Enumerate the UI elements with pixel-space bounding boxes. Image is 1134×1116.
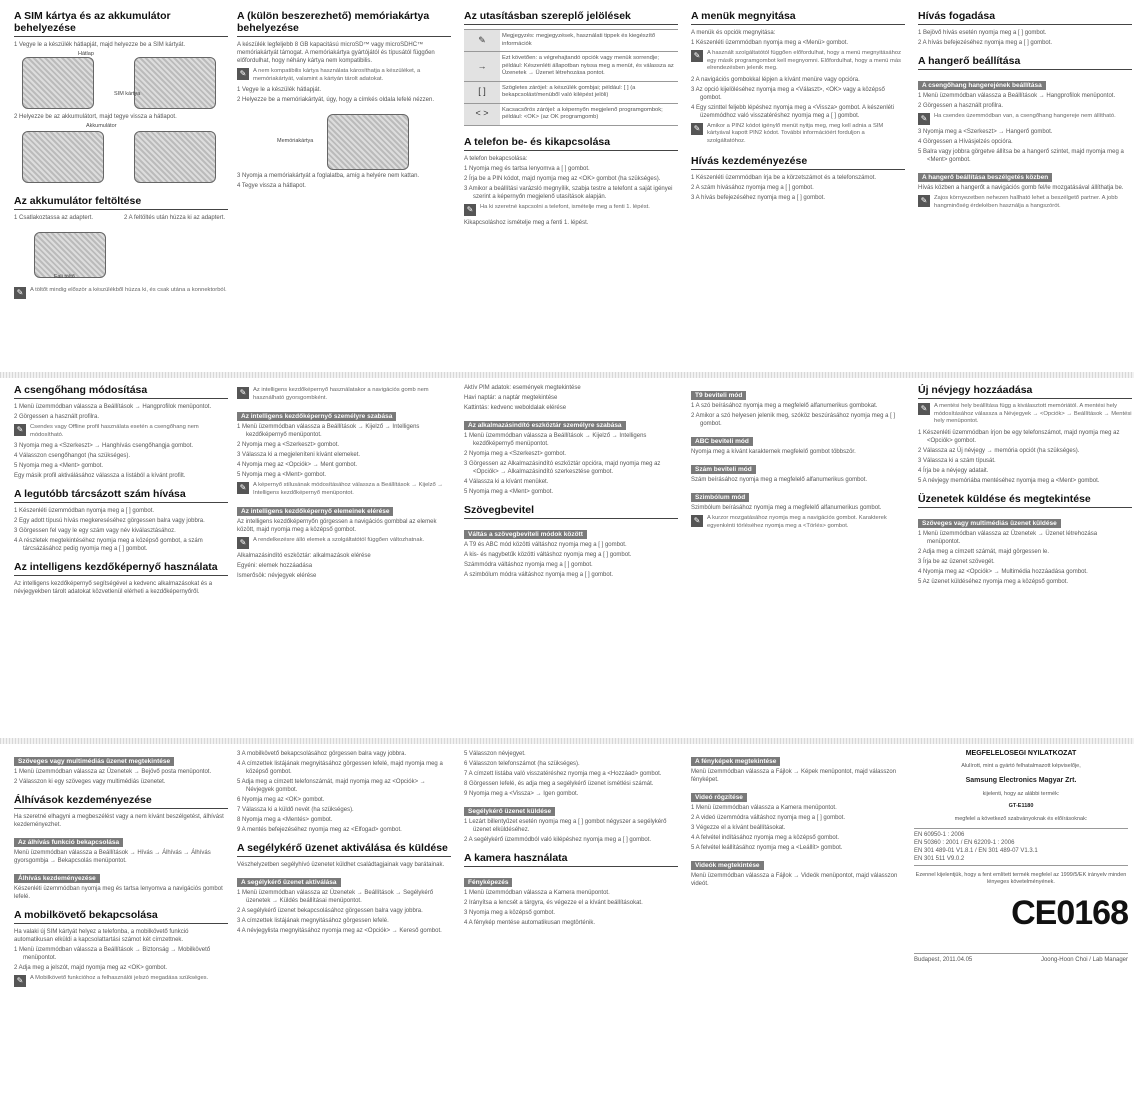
subheading: Az intelligens kezdőképernyő elemeinek elérése (237, 507, 393, 516)
charger-illustration (14, 224, 228, 284)
note-icon: ✎ (918, 195, 930, 207)
symbols-table (464, 29, 678, 126)
step: 5 Az üzenet küldéséhez nyomja meg a középső gombot. (918, 578, 1069, 585)
subheading: A hangerő beállítása beszélgetés közben (918, 173, 1052, 182)
note: ✎ A használt szolgáltatótól függően előfordulhat, hogy a menü megnyitásához egy másik programgombot kell megnyomni. Előfordulhat, hogy a menü más elrendezésben jelenik meg. (691, 50, 905, 73)
label-akku: Akkumulátor (86, 123, 117, 129)
paragraph: Szimbólum beírásához nyomja meg a megfelelő alfanumerikus gombot. (691, 505, 882, 511)
note: ✎ A mentési hely beállítása függ a kiválasztott memóriától. A mentési hely módosításához válassza a Névjegyek → <Opciók> → Beállítások → Mentési hely menüpontot. (918, 403, 1132, 426)
symbols-heading: Az utasításban szereplő jelölések (464, 10, 678, 25)
smart-home-custom-section (237, 384, 451, 734)
step: 3 Nyomja meg a középső gombot. (464, 910, 556, 916)
step: 1 Menü üzemmódban válassza az Üzenetek → Beállítások → Segélykérő üzenetek → Küldés beállításai menüpontot. (237, 890, 434, 904)
angle-bracket-icon: < > (464, 103, 500, 125)
bullet: Kattintás: kedvenc weboldalak elérése (464, 405, 567, 411)
note: ✎ Amikor a PIN2 kódot igénylő menüt nyitja meg, meg kell adnia a SIM kártyával kapott PIN2 kódot. További információért forduljon a szolgáltatóhoz. (691, 123, 905, 146)
bullet: A szimbólum módra váltáshoz nyomja meg a [ ] gombot. (464, 572, 614, 578)
subheading: A csengőhang hangerejének beállítása (918, 81, 1046, 90)
declaration-section (914, 750, 1128, 1110)
step: 1 Menü üzemmódban válassza a Beállítások → Hangprofilok menüpontot. (14, 404, 212, 410)
memory-heading: A (külön beszerezhető) memóriakártya behelyezése (237, 10, 451, 37)
note-icon: ✎ (691, 515, 703, 527)
step: 3 Görgessen az Alkalmazásindító eszköztár opcióra, majd nyomja meg az <Opciók> → Alkalmazásindító szerkesztése gombot. (464, 461, 661, 475)
redial-heading: A legutóbb tárcsázott szám hívása (14, 488, 228, 503)
step: 2 Válassza az Új névjegy → memória opciót (ha szükséges). (918, 447, 1080, 454)
step: 2 Írja be a PIN kódot, majd nyomja meg az <OK> gombot (ha szükséges). (464, 175, 661, 182)
phone-image (22, 57, 94, 109)
step: 4 A névjegylista megnyitásához nyomja meg az <Opciók> → Kereső gombot. (237, 928, 442, 934)
sos-heading: A segélykérő üzenet aktiválása és küldése (237, 842, 451, 857)
row-2 (0, 378, 1134, 738)
step: 3 Amikor a beállítási varázsló megnyílik, szabja testre a telefont a saját igényei szerint a képernyőn megjelenő utasítások alapján. (464, 185, 673, 200)
step: 2 A videó üzemmódra váltáshoz nyomja meg a [ ] gombot. (691, 815, 846, 821)
paragraph: Menü üzemmódban válassza a Fájlok → Videók menüpontot, majd válasszon videót. (691, 873, 898, 887)
bullet: Egyéni: elemek hozzáadása (237, 563, 313, 569)
ce-mark (914, 894, 1128, 933)
paragraph: Menü üzemmódban válassza a Fájlok → Képek menüpontot, majd válasszon fényképet. (691, 769, 897, 783)
paragraph: Kikapcsoláshoz ismételje meg a fenti 1. lépést. (464, 219, 589, 226)
paragraph: Hívás közben a hangerőt a navigációs gomb fel/le mozgatásával állíthatja be. (918, 185, 1124, 191)
note-icon: ✎ (464, 204, 476, 216)
row-3 (0, 744, 1134, 1116)
subheading: Váltás a szövegbeviteli módok között (464, 530, 587, 539)
bracket-icon: [ ] (464, 81, 500, 103)
call-heading: Hívás kezdeményezése (691, 155, 905, 170)
bullet: Számmódra váltáshoz nyomja meg a [ ] gombot. (464, 562, 593, 568)
sim-battery-heading: A SIM kártya és az akkumulátor behelyezése (14, 10, 228, 37)
step: 6 Válasszon telefonszámot (ha szükséges). (464, 761, 580, 767)
step: 2 A segélykérő üzemmódból való kilépéshez nyomja meg a [ ] gombot. (464, 837, 652, 843)
paragraph: A menük és opciók megnyitása: (691, 30, 776, 36)
step: 1 Készenléti üzemmódban nyomja meg a <Menü> gombot. (691, 40, 849, 46)
step: 9 A mentés befejezéséhez nyomja meg az <Elfogad> gombot. (237, 827, 402, 833)
step: 5 Balra vagy jobbra görgetve állítsa be a hangerő szintet, majd nyomja meg a <Ment> gombot. (918, 149, 1124, 163)
mobile-tracker-heading: A mobilkövető bekapcsolása (14, 909, 228, 924)
note-icon: ✎ (918, 113, 930, 125)
view-message-section (14, 750, 228, 1110)
declaration-text: megfelel a következő szabványoknak és előírásoknak: (954, 815, 1088, 822)
phone-image (134, 131, 216, 183)
product-model: GT-E1180 (1008, 803, 1034, 809)
phone-image (327, 114, 409, 170)
step: 2 Irányítsa a lencsét a tárgyra, és végezze el a kívánt beállításokat. (464, 900, 643, 906)
memory-card-section (237, 10, 451, 366)
step: 2 A hívás befejezéséhez nyomja meg a [ ] gombot. (918, 40, 1053, 46)
step: 3 Az opció kijelöléséhez nyomja meg a <Választ>, <OK> vagy a középső gombot. (691, 86, 885, 101)
bullet: Ismerősök: névjegyek elérése (237, 573, 317, 579)
step: 3 Válassza ki a szám típusát. (918, 457, 996, 464)
standard: EN 60950-1 : 2006 (914, 832, 965, 838)
bullet: Aktív PIM adatok: események megtekintése (464, 385, 581, 391)
menus-heading: A menük megnyitása (691, 10, 905, 25)
step: 3 A hívás befejezéséhez nyomja meg a [ ] gombot. (691, 195, 826, 201)
contact-heading: Új névjegy hozzáadása (918, 384, 1132, 399)
text-input-heading: Szövegbevitel (464, 504, 678, 519)
step: 4 Válasszon csengőhangot (ha szükséges). (14, 453, 131, 459)
step: 9 Nyomja meg a <Vissza> → Igen gombot. (464, 791, 579, 797)
step: 1 Menü üzemmódban válassza a Beállítások → Kijelző → Intelligens kezdőképernyő menüpontot. (464, 433, 647, 447)
note: ✎ Ha ki szeretné kapcsolni a telefont, ismételje meg a fenti 1. lépést. (464, 204, 678, 216)
step: 1 A szó beírásához nyomja meg a megfelelő alfanumerikus gombokat. (691, 403, 878, 409)
standards-list (914, 828, 1128, 866)
step: 4 Görgessen a Hívásjelzés opcióra. (918, 139, 1013, 145)
declaration-text: Ezennel kijelentjük, hogy a fent említett termék megfelel az 1999/5/EK irányelv minden lényeges követelményének. (915, 871, 1127, 885)
note-icon: ✎ (237, 537, 249, 549)
sos-camera-section (464, 750, 678, 1110)
volume-heading: A hangerő beállítása (918, 55, 1132, 70)
paragraph: Ha szeretné elhagyni a megbeszélést vagy a nem kívánt beszélgetést, álhívást kezdeményezhet. (14, 814, 224, 828)
bullet: A kis- és nagybetűk közötti váltáshoz nyomja meg a [ ] gombot. (464, 552, 632, 558)
step: 3 Írja be az üzenet szövegét. (918, 558, 995, 565)
note-icon: ✎ (14, 424, 26, 436)
ringtone-heading: A csengőhang módosítása (14, 384, 228, 399)
note-icon: ✎ (14, 287, 26, 299)
step: 2 Válasszon ki egy szöveges vagy multimédiás üzenetet. (14, 779, 166, 785)
note: ✎ Ha csendes üzemmódban van, a csengőhang hangereje nem állítható. (918, 113, 1132, 125)
smart-home-heading: Az intelligens kezdőképernyő használata (14, 561, 228, 576)
step: 4 Nyomja meg az <Opciók> → Multimédia hozzáadása gombot. (918, 568, 1088, 575)
paragraph: Nyomja meg a kívánt karakternek megfelelő gombot többször. (691, 449, 856, 455)
step: 1 Vegye le a készülék hátlapját, majd helyezze be a SIM kártyát. (14, 42, 186, 48)
step: 3 Válassza ki a megjeleníteni kívánt elemeket. (237, 452, 361, 458)
subheading: Szám beviteli mód (691, 465, 756, 474)
standard: EN 50360 : 2001 / EN 62209-1 : 2006 (914, 840, 1015, 846)
step: 1 Menü üzemmódban válassza a Kamera menüpontot. (464, 890, 610, 896)
subheading: Álhívás kezdeményezése (14, 874, 100, 883)
step: 1 Készenléti üzemmódban nyomja meg a [ ] gombot. (14, 508, 155, 514)
step: 2 Nyomja meg a <Szerkeszt> gombot. (464, 451, 567, 457)
note: ✎ Az intelligens kezdőképernyő használatakor a navigációs gomb nem használható gyorsgombként. (237, 387, 451, 402)
tracker-sos-section (237, 750, 451, 1110)
subheading: Szöveges vagy multimédiás üzenet megtekintése (14, 757, 174, 766)
table-row: [ ] Szögletes zárójel: a készülék gombjai; például: [ ] (a bekapcsolást/menüből való kilépést jelöli) (464, 81, 678, 103)
ringtone-section (14, 384, 228, 734)
answer-volume-section (918, 10, 1132, 366)
step: 1 Menü üzemmódban válassza a Kamera menüpontot. (691, 805, 837, 811)
toolbar-text-section (464, 384, 678, 734)
step: 2 Adja meg a címzett számát, majd görgessen le. (918, 548, 1050, 555)
subheading: A segélykérő üzenet aktiválása (237, 878, 341, 887)
sim-illustration (14, 51, 228, 113)
step: 1 Menü üzemmódban válassza a Beállítások → Hangprofilok menüpontot. (918, 93, 1116, 99)
subheading: Fényképezés (464, 878, 512, 887)
sim-battery-section (14, 10, 228, 366)
step: 6 Nyomja meg az <OK> gombot. (237, 797, 325, 803)
note-icon: ✎ (237, 68, 249, 80)
declaration-title: MEGFELELŐSÉGI NYILATKOZAT (965, 750, 1077, 757)
declaration-text: kijelenti, hogy az alábbi termék: (982, 790, 1060, 797)
step: 2 Görgessen a használt profilra. (918, 103, 1004, 109)
arrow-icon: → (464, 52, 500, 82)
step: 2 Helyezze be a memóriakártyát, úgy, hogy a címkés oldala lefelé nézzen. (237, 97, 434, 103)
ce-logo: CE0168 (1011, 893, 1128, 932)
subheading: Videók megtekintése (691, 861, 764, 870)
step: 5 A névjegy memóriába mentéséhez nyomja meg a <Ment> gombot. (918, 477, 1100, 484)
label-hatlap: Hátlap (78, 51, 94, 57)
step: 5 Adja meg a címzett telefonszámát, majd nyomja meg az <Opciók> → Névjegyek gombot. (237, 779, 426, 793)
step: 4 Írja be a névjegy adatait. (918, 467, 989, 474)
paragraph: Az intelligens kezdőképernyő segítségével a kedvenc alkalmazásokat és a névjegyekben tárolt adatokat közvetlenül elérheti a kezdőképernyőről. (14, 581, 213, 595)
answer-heading: Hívás fogadása (918, 10, 1132, 25)
label-sim: SIM kártya (114, 91, 141, 97)
paragraph: A készülék legfeljebb 8 GB kapacitású microSD™ vagy microSDHC™ memóriakártyát támogat. A memóriakártya gyártójától és típusától függően előfordulhat, hogy néhány kártya nem kompatibilis. (237, 42, 435, 64)
step: 2 A navigációs gombokkal lépjen a kívánt menüre vagy opcióra. (691, 76, 860, 83)
step: 5 Nyomja meg a <Ment> gombot. (237, 472, 327, 478)
subheading: Az intelligens kezdőképernyő személyre szabása (237, 412, 396, 421)
step: 3 Nyomja meg a <Szerkeszt> → Hanghívás csengőhangja gombot. (14, 443, 194, 449)
step: 2 Helyezze be az akkumulátort, majd tegye vissza a hátlapot. (14, 114, 177, 120)
step: 1 Menü üzemmódban válassza a Beállítások → Biztonság → Mobilkövető menüpontot. (14, 947, 211, 961)
label-mem: Memóriakártya (277, 138, 314, 144)
step: 2 A szám hívásához nyomja meg a [ ] gombot. (691, 185, 814, 191)
step: 1 Nyomja meg és tartsa lenyomva a [ ] gombot. (464, 165, 590, 172)
step: 2 Adja meg a jelszót, majd nyomja meg az <OK> gombot. (14, 965, 168, 971)
subheading: T9 beviteli mód (691, 391, 746, 400)
step: 5 Nyomja meg a <Ment> gombot. (464, 489, 554, 495)
step: 4 A fénykép mentése automatikusan megtörténik. (464, 920, 596, 926)
label-fali: Fali töltő (54, 274, 75, 280)
paragraph: Ha valaki új SIM kártyát helyez a telefonba, a mobilkövető funkció automatikusan elküldi a kapcsolattartási számot két címzettnek. (14, 929, 189, 943)
row-1 (0, 0, 1134, 372)
symbols-section (464, 10, 678, 366)
note-icon: ✎ (237, 482, 249, 494)
paragraph: Egy másik profil aktiválásához válassza a listából a kívánt profilt. (14, 473, 186, 479)
note-icon: ✎ (691, 50, 703, 62)
note: ✎ Csendes vagy Offline profil használata esetén a csengőhang nem módosítható. (14, 424, 228, 439)
signature: Joong-Hoon Choi / Lab Manager (1040, 956, 1128, 963)
note: ✎ A kurzor mozgatásához nyomja meg a navigációs gombot. Karakterek egyenkénti törléséhez nyomja meg a <Törlés> gombot. (691, 515, 905, 530)
paragraph: Menü üzemmódban válassza a Beállítások → Hívás → Álhívás → Álhívás gyorsgombja → Bekapcsolás menüpontot. (14, 850, 211, 864)
step: 4 Nyomja meg az <Opciók> → Ment gombot. (237, 462, 358, 468)
company-name: Samsung Electronics Magyar Zrt. (965, 776, 1077, 784)
step: 5 A felvétel leállításához nyomja meg a <Leállít> gombot. (691, 845, 843, 851)
messages-heading: Üzenetek küldése és megtekintése (918, 493, 1132, 508)
subheading: Szimbólum mód (691, 493, 749, 502)
input-modes-section (691, 384, 905, 734)
step: 3 Nyomja meg a <Szerkeszt> → Hangerő gombot. (918, 129, 1053, 135)
step: 2 A segélykérő üzenet bekapcsolásához görgessen balra vagy jobbra. (237, 908, 423, 914)
menus-section (691, 10, 905, 366)
note: ✎ A képernyő stílusának módosításához válassza a Beállítások → Kijelző → Intelligens kezdőképernyő menüpontot. (237, 482, 451, 497)
note-icon: ✎ (237, 387, 249, 399)
paragraph: Vészhelyzetben segélyhívó üzenetet küldhet családtagjainak vagy barátainak. (237, 862, 445, 868)
step: 1 Menü üzemmódban válassza a Beállítások → Kijelző → Intelligens kezdőképernyő menüpontot. (237, 424, 420, 438)
phone-image (34, 232, 106, 278)
charging-heading: Az akkumulátor feltöltése (14, 195, 228, 210)
step: 2 Amikor a szó helyesen jelenik meg, szóköz beszúrásához nyomja meg a [ ] gombot. (691, 413, 896, 427)
subheading: Videó rögzítése (691, 793, 747, 802)
subheading: Segélykérő üzenet küldése (464, 807, 555, 816)
declaration-text: Alulírott, mint a gyártó felhatalmazott képviselője, (961, 762, 1081, 769)
step: 4 A részletek megtekintéséhez nyomja meg a középső gombot, a szám tárcsázásához pedig nyomja meg a [ ] gombot. (14, 538, 203, 552)
step: 1 Készenléti üzemmódban írjon be egy telefonszámot, majd nyomja meg az <Opciók> gombot. (918, 429, 1120, 444)
step: 4 A címzettek listájának megnyitásához görgessen lefelé, majd nyomja meg a középső gombot. (237, 761, 443, 775)
step: 4 Tegye vissza a hátlapot. (237, 183, 306, 189)
bullet: Készenléti üzemmódban nyomja meg és tartsa lenyomva a navigációs gombot lefelé. (14, 886, 223, 900)
standard: EN 301 511 V9.0.2 (914, 856, 965, 862)
step: 2 Nyomja meg a <Szerkeszt> gombot. (237, 442, 340, 448)
place-date: Budapest, 2011.04.05 (914, 956, 973, 963)
step: 1 Vegye le a készülék hátlapját. (237, 87, 322, 93)
subheading: Az alkalmazásindító eszköztár személyre szabása (464, 421, 626, 430)
step: 5 Válasszon névjegyet. (464, 751, 526, 757)
note-icon: ✎ (14, 975, 26, 987)
power-heading: A telefon be- és kikapcsolása (464, 136, 678, 151)
note: ✎ A nem kompatibilis kártya használata károsíthatja a készüléket, a memóriakártyát, valamint a kártyán tárolt adatokat. (237, 68, 451, 83)
note-icon: ✎ (918, 403, 930, 415)
step: 1 Készenléti üzemmódban írja be a körzetszámot és a telefonszámot. (691, 175, 877, 181)
step: 3 A mobilkövető bekapcsolásához görgessen balra vagy jobbra. (237, 751, 407, 757)
step: 1 Menü üzemmódban válassza az Üzenetek → Üzenet létrehozása menüpontot. (918, 530, 1098, 545)
note: ✎ A töltőt mindig először a készülékből húzza ki, és csak utána a konnektorból. (14, 287, 228, 299)
bullet: Havi naptár: a naptár megtekintése (464, 395, 558, 401)
note: ✎ A rendelkezésre álló elemek a szolgáltatótól függően változhatnak. (237, 537, 451, 549)
battery-illustration (14, 123, 228, 185)
step: 2 A feltöltés után húzza ki az adaptert. (124, 215, 226, 221)
paragraph: Az intelligens kezdőképernyőn görgessen a navigációs gombbal az elemek között, majd nyomja meg a középső gombot. (237, 519, 437, 533)
step: 4 A felvétel indításához nyomja meg a középső gombot. (691, 835, 840, 841)
note: ✎ A Mobilkövető funkcióhoz a felhasználói jelszó megadása szükséges. (14, 975, 228, 987)
step: 1 Csatlakoztassa az adaptert. (14, 215, 94, 221)
bullet: A T9 és ABC mód közötti váltáshoz nyomja meg a [ ] gombot. (464, 542, 627, 548)
contacts-messages-section (918, 384, 1132, 734)
memory-illustration (237, 106, 451, 172)
photos-videos-section (691, 750, 905, 1110)
step: 8 Nyomja meg a <Mentés> gombot. (237, 817, 333, 823)
step: 3 Nyomja a memóriakártyát a foglalatba, amíg a helyére nem kattan. (237, 173, 420, 179)
table-row: ✎ Megjegyzés: megjegyzések, használati tippek és kiegészítő információk (464, 30, 678, 52)
charging-steps (14, 214, 228, 224)
standard: EN 301 489-01 V1.8.1 / EN 301 489-07 V1.3.1 (914, 848, 1038, 854)
signature-row (914, 953, 1128, 966)
step: 1 Lezárt billentyűzet esetén nyomja meg a [ ] gombot négyszer a segélykérő üzenet elküldéséhez. (464, 819, 667, 833)
subheading: ABC beviteli mód (691, 437, 753, 446)
step: 5 Nyomja meg a <Ment> gombot. (14, 463, 104, 469)
phone-image (134, 57, 216, 109)
step: 3 Görgessen fel vagy le egy szám vagy név kiválasztásához. (14, 528, 176, 534)
paragraph: Szám beírásához nyomja meg a megfelelő alfanumerikus gombot. (691, 477, 868, 483)
step: 3 Végezze el a kívánt beállításokat. (691, 825, 786, 831)
fake-call-heading: Álhívások kezdeményezése (14, 794, 228, 809)
step: 7 A címzett listába való visszatéréshez nyomja meg a <Hozzáad> gombot. (464, 771, 662, 777)
step: 3 A címzettek listájának megnyitásához görgessen lefelé. (237, 918, 389, 924)
note-icon: ✎ (464, 30, 500, 52)
note: ✎ Zajos környezetben nehezen hallható lehet a beszélgető partner. A jobb hangminőség érdekében használja a hangszórót. (918, 195, 1132, 210)
camera-heading: A kamera használata (464, 852, 678, 867)
step: 1 Bejövő hívás esetén nyomja meg a [ ] gombot. (918, 30, 1047, 36)
step: 4 Egy szinttel feljebb lépéshez nyomja meg a <Vissza> gombot. A készenléti üzemmódhoz való visszatéréshez nyomja meg a [ ] gombot. (691, 104, 895, 119)
table-row: < > Kacsacsőrös zárójel: a képernyőn megjelenő programgombok; például: <OK> (az OK programgomb) (464, 103, 678, 125)
phone-image (22, 131, 104, 183)
step: 2 Egy adott típusú hívás megkereséséhez görgessen balra vagy jobbra. (14, 518, 205, 524)
step: 8 Görgessen lefelé, és adja meg a segélykérő üzenet ismétlési számát. (464, 781, 654, 787)
subheading: Szöveges vagy multimédiás üzenet küldése (918, 519, 1061, 528)
subheading: Az álhívás funkció bekapcsolása (14, 838, 123, 847)
subheading: A fényképek megtekintése (691, 757, 780, 766)
note-icon: ✎ (691, 123, 703, 135)
step: 1 Menü üzemmódban válassza az Üzenetek → Bejövő posta menüpontot. (14, 769, 212, 775)
step: 2 Görgessen a használt profilra. (14, 414, 100, 420)
paragraph: A telefon bekapcsolása: (464, 155, 528, 162)
step: 4 Válassza ki a kívánt menüket. (464, 479, 549, 485)
table-row: → Ezt követően: a végrehajtandó opciók vagy menük sorrendje; például: Készenléti állapotban nyissa meg a menüt, és válassza az Üzenetek → Üzenet létrehozása pontot. (464, 52, 678, 82)
step: 7 Válassza ki a küldő nevét (ha szükséges). (237, 807, 354, 813)
bullet: Alkalmazásindító eszköztár: alkalmazások elérése (237, 553, 371, 559)
